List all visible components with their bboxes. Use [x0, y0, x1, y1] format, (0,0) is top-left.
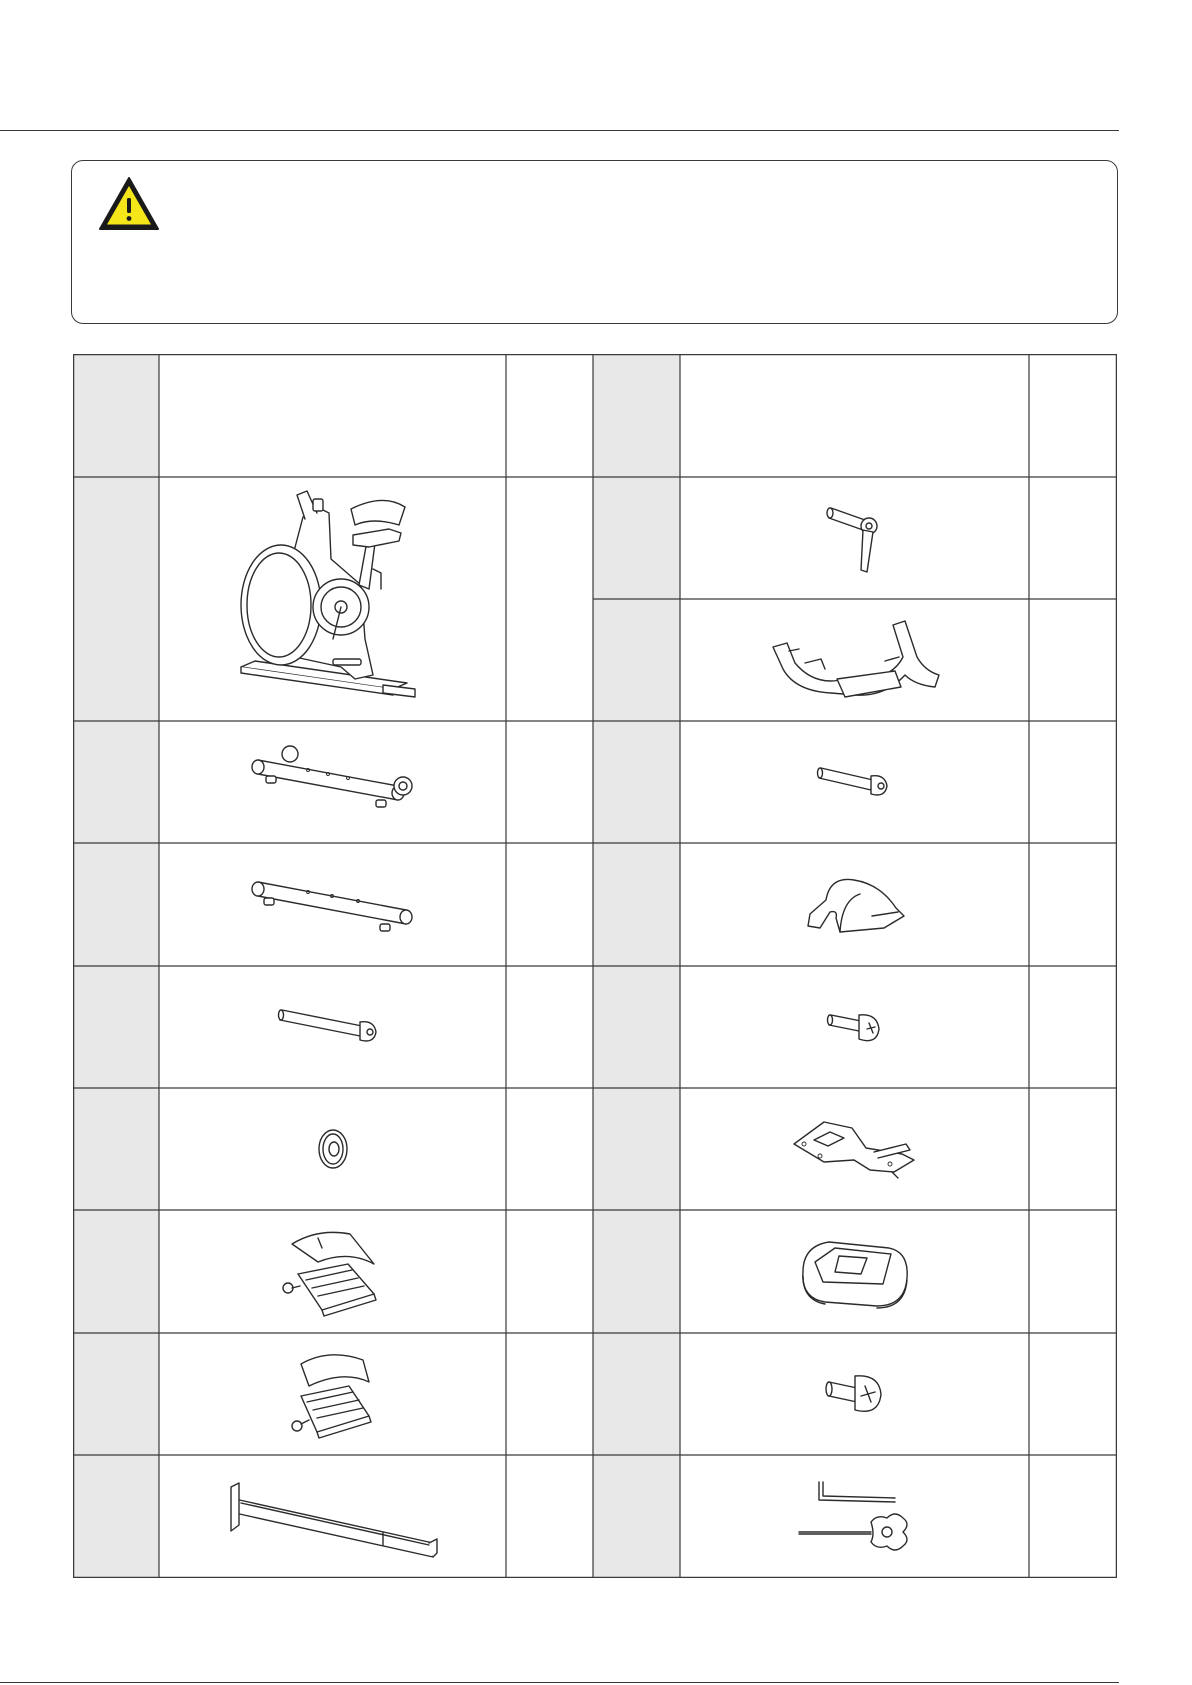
right-pedal-icon [283, 1346, 383, 1442]
seat-screw-icon [825, 1368, 885, 1420]
part-image-mounting-bracket [680, 1088, 1029, 1210]
part-image-tablet-holder-bar [159, 1455, 506, 1578]
part-image-tools [680, 1455, 1029, 1578]
washer-icon [313, 1124, 353, 1174]
long-bolt-icon [278, 1002, 388, 1052]
part-image-long-bolt [159, 966, 506, 1088]
part-image-bike-frame [159, 477, 506, 721]
part-image-adjustment-knob [680, 477, 1029, 599]
handlebar-cover-icon [800, 870, 910, 940]
header-rule [0, 130, 1119, 131]
part-image-seat-adapter [680, 1210, 1029, 1333]
part-image-short-bolt [680, 721, 1029, 843]
tools-icon [795, 1474, 915, 1560]
front-stabilizer-icon [248, 742, 418, 822]
part-image-screw [680, 966, 1029, 1088]
adjustment-knob-icon [825, 500, 885, 576]
part-image-handlebar [680, 599, 1029, 721]
part-image-handlebar-cover [680, 843, 1029, 966]
part-image-washer [159, 1088, 506, 1210]
part-image-rear-stabilizer [159, 843, 506, 966]
warning-triangle-icon [97, 174, 161, 234]
warning-box [71, 160, 1118, 324]
part-image-right-pedal [159, 1333, 506, 1455]
short-bolt-icon [817, 760, 893, 804]
part-image-front-stabilizer [159, 721, 506, 843]
tablet-holder-bar-icon [223, 1469, 443, 1565]
mounting-bracket-icon [790, 1114, 920, 1184]
left-pedal-icon [278, 1224, 388, 1320]
part-image-left-pedal [159, 1210, 506, 1333]
seat-adapter-icon [795, 1232, 915, 1312]
footer-rule [0, 1682, 1119, 1683]
screw-icon [827, 1007, 883, 1047]
bike-frame-icon [233, 489, 433, 709]
rear-stabilizer-icon [248, 870, 418, 940]
part-image-seat-screw [680, 1333, 1029, 1455]
handlebar-icon [765, 617, 945, 703]
parts-table [73, 354, 1117, 1578]
